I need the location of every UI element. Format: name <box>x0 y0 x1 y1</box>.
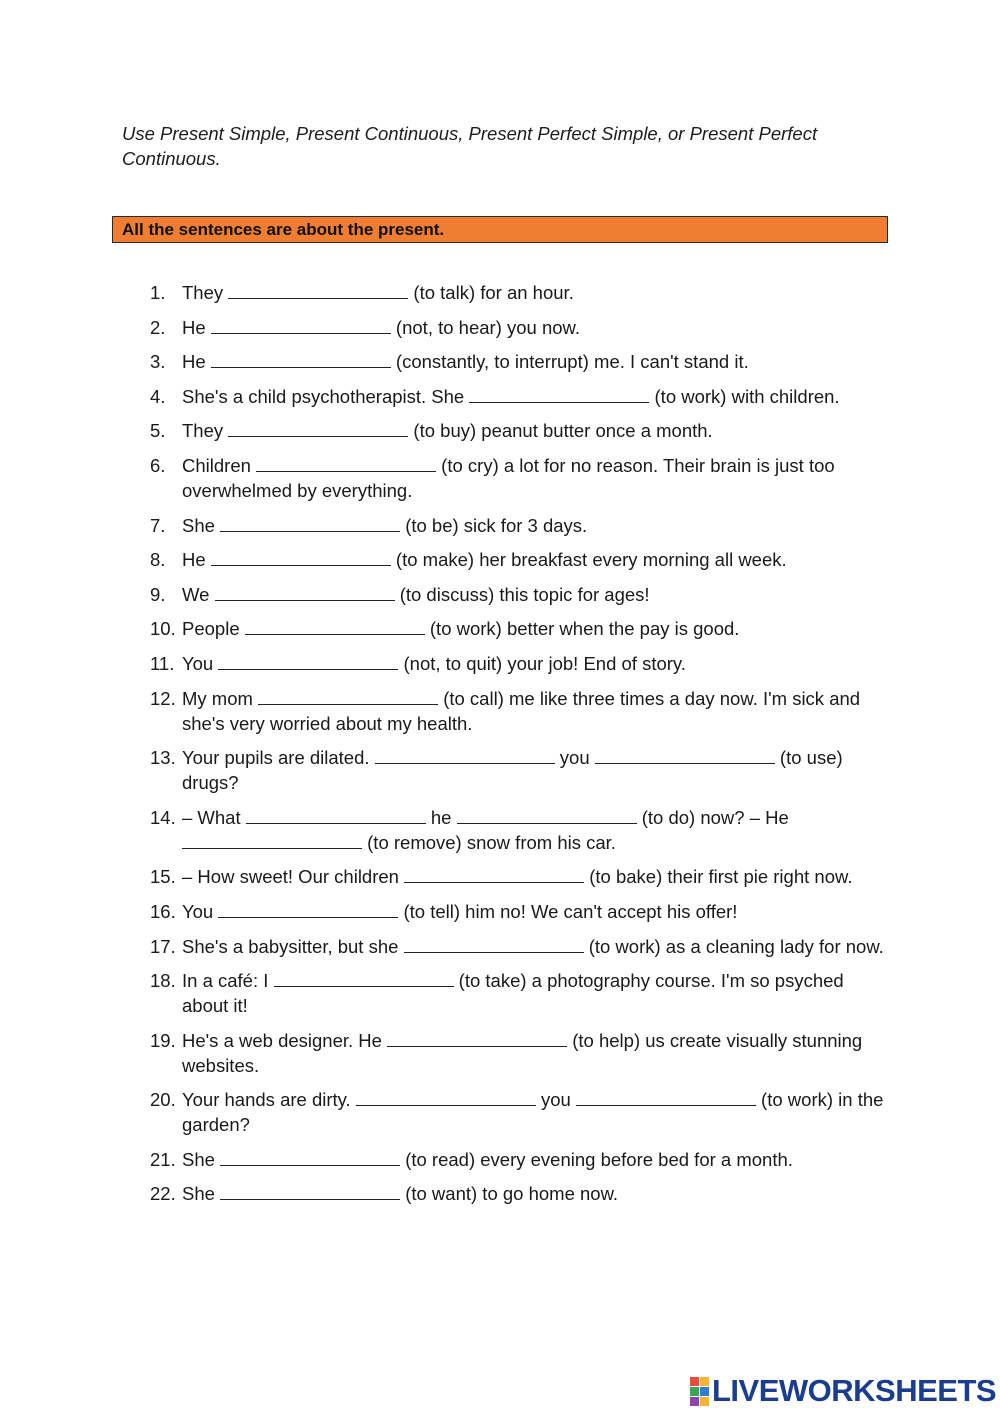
exercise-item <box>150 745 890 795</box>
item-text-segment: (to work) in the garden? <box>182 1089 884 1136</box>
answer-blank[interactable] <box>356 1088 536 1106</box>
item-number: 17. <box>150 935 176 957</box>
item-text-segment: You <box>182 652 219 674</box>
exercise-item <box>150 651 890 676</box>
item-number: 9. <box>150 583 166 605</box>
answer-blank[interactable] <box>469 385 649 403</box>
item-number: 7. <box>150 514 166 536</box>
item-text-segment: (to take) a photography course. I'm so psyched about it! <box>182 970 844 1017</box>
exercise-item <box>150 864 890 889</box>
exercise-item <box>150 934 890 959</box>
answer-blank[interactable] <box>228 419 408 437</box>
item-text <box>182 582 890 607</box>
item-text-segment: (to buy) peanut butter once a month. <box>408 420 713 442</box>
answer-blank[interactable] <box>245 617 425 635</box>
item-text-segment: (to discuss) this topic for ages! <box>394 583 650 605</box>
item-text <box>182 899 890 924</box>
item-text <box>182 349 890 374</box>
item-text <box>182 1087 890 1137</box>
exercise-item <box>150 582 890 607</box>
exercise-list <box>150 280 890 1216</box>
item-text-segment: She <box>182 514 221 536</box>
answer-blank[interactable] <box>375 746 555 764</box>
answer-blank[interactable] <box>246 806 426 824</box>
answer-blank[interactable] <box>211 350 391 368</box>
item-number: 16. <box>150 900 176 922</box>
answer-blank[interactable] <box>220 1182 400 1200</box>
item-text <box>182 934 890 959</box>
answer-blank[interactable] <box>211 548 391 566</box>
item-text-segment: She's a babysitter, but she <box>182 935 404 957</box>
item-number: 20. <box>150 1089 176 1111</box>
item-text-segment: He <box>182 316 211 338</box>
item-text-segment: (to make) her breakfast every morning all week. <box>390 549 787 571</box>
item-text-segment: (to cry) a lot for no reason. Their brain is just too overwhelmed by everything. <box>182 454 835 501</box>
item-text-segment: (to call) me like three times a day now. I'm sick and she's very worried about my health. <box>182 687 861 734</box>
answer-blank[interactable] <box>228 281 408 299</box>
item-text-segment: He's a web designer. He <box>182 1029 388 1051</box>
logo-square <box>700 1387 709 1396</box>
answer-blank[interactable] <box>220 514 400 532</box>
exercise-item <box>150 1147 890 1172</box>
exercise-item <box>150 616 890 641</box>
exercise-item <box>150 349 890 374</box>
answer-blank[interactable] <box>218 652 398 670</box>
item-number: 14. <box>150 806 176 828</box>
item-text <box>182 616 890 641</box>
item-text-segment: (to work) better when the pay is good. <box>424 618 740 640</box>
exercise-item <box>150 686 890 736</box>
exercise-item <box>150 280 890 305</box>
banner-text: All the sentences are about the present. <box>122 220 445 239</box>
item-text <box>182 418 890 443</box>
item-text-segment: She's a child psychotherapist. She <box>182 385 470 407</box>
item-text-segment: Children <box>182 454 257 476</box>
item-text-segment: He <box>182 351 211 373</box>
answer-blank[interactable] <box>218 900 398 918</box>
item-number: 22. <box>150 1183 176 1205</box>
answer-blank[interactable] <box>274 969 454 987</box>
item-text <box>182 315 890 340</box>
item-text-segment: They <box>182 282 229 303</box>
answer-blank[interactable] <box>215 583 395 601</box>
item-text-segment: We <box>182 583 215 605</box>
item-text-segment: You <box>182 900 219 922</box>
item-text <box>182 686 890 736</box>
item-text <box>182 805 890 855</box>
answer-blank[interactable] <box>220 1148 400 1166</box>
item-text-segment: (to be) sick for 3 days. <box>400 514 588 536</box>
item-text-segment: He <box>182 549 211 571</box>
item-text-segment: (to work) with children. <box>649 385 840 407</box>
exercise-item <box>150 418 890 443</box>
answer-blank[interactable] <box>595 746 775 764</box>
item-text <box>182 280 890 305</box>
liveworksheets-logo <box>690 1375 996 1407</box>
exercise-item <box>150 547 890 572</box>
item-text-segment: (to work) as a cleaning lady for now. <box>583 935 884 957</box>
exercise-item <box>150 899 890 924</box>
answer-blank[interactable] <box>576 1088 756 1106</box>
exercise-item <box>150 1181 890 1206</box>
item-text <box>182 968 890 1018</box>
item-text-segment: (constantly, to interrupt) me. I can't stand it. <box>390 351 749 373</box>
item-text-segment: (to help) us create visually stunning websites. <box>182 1029 863 1076</box>
item-number: 5. <box>150 420 166 442</box>
item-text-segment: (not, to hear) you now. <box>390 316 581 338</box>
item-text <box>182 513 890 538</box>
exercise-item <box>150 1087 890 1137</box>
section-banner <box>112 216 888 243</box>
item-text-segment: They <box>182 420 229 442</box>
exercise-item <box>150 315 890 340</box>
item-text <box>182 864 890 889</box>
item-number: 3. <box>150 351 166 373</box>
item-number: 6. <box>150 454 166 476</box>
item-text-segment: – What <box>182 806 246 828</box>
item-text <box>182 651 890 676</box>
item-number: 8. <box>150 549 166 571</box>
answer-blank[interactable] <box>404 865 584 883</box>
logo-square <box>690 1387 699 1396</box>
exercise-item <box>150 968 890 1018</box>
item-text <box>182 1147 890 1172</box>
item-text-segment: you <box>554 747 595 769</box>
item-number: 13. <box>150 747 176 769</box>
item-number: 21. <box>150 1148 176 1170</box>
item-text <box>182 745 890 795</box>
item-text-segment: (to tell) him no! We can't accept his offer! <box>398 900 738 922</box>
answer-blank[interactable] <box>211 316 391 334</box>
answer-blank[interactable] <box>256 454 436 472</box>
item-text-segment: Your hands are dirty. <box>182 1089 356 1111</box>
item-number: 19. <box>150 1029 176 1051</box>
logo-text: LIVEWORKSHEETS <box>712 1373 997 1408</box>
item-text <box>182 1181 890 1206</box>
item-text <box>182 384 890 409</box>
item-number: 1. <box>150 282 166 303</box>
item-text-segment: (to bake) their first pie right now. <box>584 866 853 888</box>
item-text-segment: (not, to quit) your job! End of story. <box>398 652 686 674</box>
item-number: 11. <box>150 652 175 674</box>
exercise-item <box>150 805 890 855</box>
item-text-segment: you <box>535 1089 576 1111</box>
item-number: 12. <box>150 687 176 709</box>
item-text-segment: (to do) now? – He <box>636 806 789 828</box>
exercise-item <box>150 453 890 503</box>
item-number: 15. <box>150 866 176 888</box>
item-text-segment: She <box>182 1183 221 1205</box>
item-text-segment: Your pupils are dilated. <box>182 747 375 769</box>
exercise-item <box>150 384 890 409</box>
item-number: 2. <box>150 316 166 338</box>
answer-blank[interactable] <box>404 935 584 953</box>
item-text-segment: he <box>425 806 457 828</box>
item-number: 10. <box>150 618 176 640</box>
item-text <box>182 1028 890 1078</box>
item-text <box>182 453 890 503</box>
answer-blank[interactable] <box>258 687 438 705</box>
item-text-segment: She <box>182 1148 221 1170</box>
logo-square <box>700 1397 709 1406</box>
answer-blank[interactable] <box>182 831 362 849</box>
exercise-item <box>150 513 890 538</box>
item-text-segment: – How sweet! Our children <box>182 866 405 888</box>
item-text-segment: (to use) drugs? <box>182 747 843 794</box>
logo-square <box>690 1397 699 1406</box>
logo-square <box>690 1377 699 1386</box>
item-text-segment: (to want) to go home now. <box>400 1183 619 1205</box>
item-text <box>182 547 890 572</box>
item-text-segment: People <box>182 618 245 640</box>
item-number: 4. <box>150 385 166 407</box>
liveworksheets-logo-icon <box>690 1377 709 1406</box>
item-text-segment: (to talk) for an hour. <box>408 282 574 303</box>
instructions-text: Use Present Simple, Present Continuous, Present Perfect Simple, or Present Perfect Continuous. <box>122 123 818 169</box>
item-text-segment: In a café: I <box>182 970 274 992</box>
item-number: 18. <box>150 970 176 992</box>
answer-blank[interactable] <box>457 806 637 824</box>
item-text-segment: (to read) every evening before bed for a month. <box>400 1148 793 1170</box>
answer-blank[interactable] <box>387 1029 567 1047</box>
logo-square <box>700 1377 709 1386</box>
exercise-item <box>150 1028 890 1078</box>
item-text-segment: My mom <box>182 687 259 709</box>
item-text-segment: (to remove) snow from his car. <box>362 831 616 853</box>
